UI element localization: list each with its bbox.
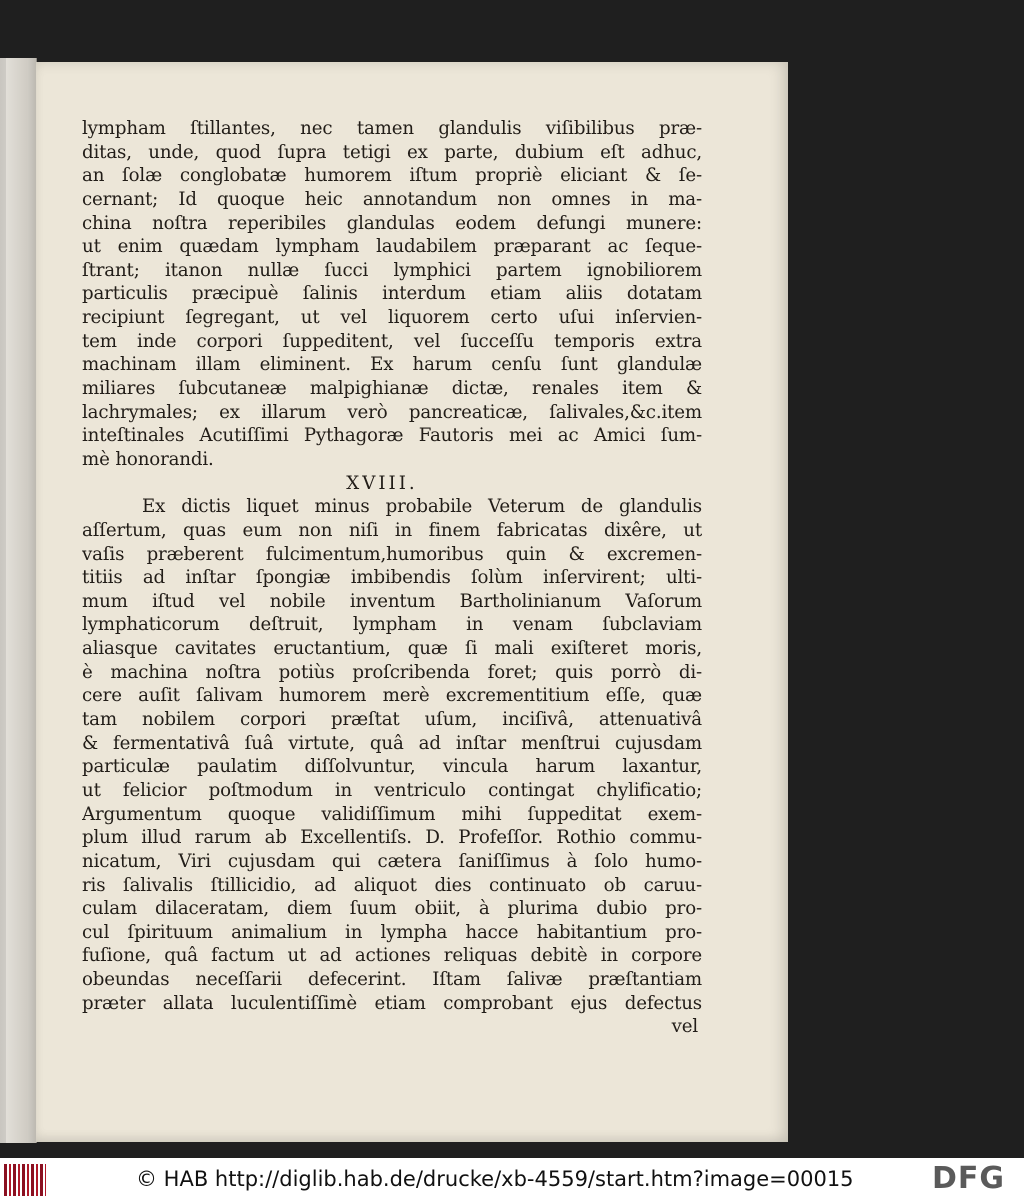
text-line: Ex dictis liquet minus probabile Veterum de glandulis [142,496,702,518]
text-line: culam dilaceratam, diem ſuum obiit, à plurima dubio pro- [82,898,702,920]
text-line: lympham ſtillantes, nec tamen glandulis viſibilibus præ- [82,118,702,139]
text-line: mè honorandi. [82,448,214,470]
text-line: titiis ad inſtar ſpongiæ imbibendis ſolùm inſervirent; ulti- [82,567,702,589]
dfg-logo: DFG [932,1161,1006,1196]
footer-bar [0,1158,1024,1200]
text-line: Argumentum quoque validiſſimum mihi ſuppeditat exem- [82,803,702,825]
text-line: plum illud rarum ab Excellentiſs. D. Profeſſor. Rothio commu- [82,827,702,849]
text-line: ditas, unde, quod ſupra tetigi ex parte, dubium eſt adhuc, [82,141,702,163]
text-line: cernant; Id quoque heic annotandum non omnes in ma- [82,188,702,210]
source-credit[interactable]: © HAB http://diglib.hab.de/drucke/xb-4559/start.htm?image=00015 [136,1167,854,1191]
text-line: ſtrant; itanon nullæ ſucci lymphici partem ignobiliorem [82,259,702,281]
text-line: china noſtra reperibiles glandulas eodem defungi munere: [82,212,702,234]
text-line: ut felicior poſtmodum in ventriculo contingat chylificatio; [82,779,702,801]
text-line: cere auſit ſalivam humorem merè excrementitium eſſe, quæ [82,685,702,707]
text-line: tam nobilem corpori præſtat uſum, inciſivâ, attenuativâ [82,709,702,731]
text-line: ut enim quædam lympham laudabilem præparant ac ſeque- [82,236,702,258]
text-line: aſſertum, quas eum non niſi in finem fabricatas dixêre, ut [82,519,702,541]
catchword: vel [671,1016,698,1038]
text-line: machinam illam eliminent. Ex harum cenſu ſunt glandulæ [82,354,702,376]
text-line: cul ſpirituum animalium in lympha hacce habitantium pro- [82,921,702,943]
text-line: obeundas neceſſarii defecerint. Iſtam ſalivæ præſtantiam [82,969,702,991]
adjacent-page-edge [0,58,37,1143]
text-line: ris ſalivalis ſtillicidio, ad aliquot dies continuato ob caruu- [82,874,702,896]
text-line: mum iſtud vel nobile inventum Bartholinianum Vaſorum [82,590,702,612]
text-line: an ſolæ conglobatæ humorem iſtum propriè eliciant & ſe- [82,165,702,187]
text-line: recipiunt ſegregant, ut vel liquorem certo uſui inſervien- [82,307,702,329]
page-text [82,117,702,1039]
text-line: particulæ paulatim diſſolvuntur, vincula harum laxantur, [82,756,702,778]
text-line: lachrymales; ex illarum verò pancreaticæ, ſalivales,&c.item [82,401,702,423]
text-line: tem inde corpori ſuppeditent, vel ſucceſſu temporis extra [82,330,702,352]
text-line: præter allata luculentiſſimè etiam comprobant ejus defectus [82,992,702,1014]
scanned-page [36,62,788,1142]
text-line: vaſis præberent fulcimentum,humoribus quin & excremen- [82,543,702,565]
section-heading: XVIII. [346,472,418,494]
text-line: lymphaticorum deſtruit, lympham in venam ſubclaviam [82,614,702,636]
text-line: inteſtinales Acutiſſimi Pythagoræ Fautoris mei ac Amici ſum- [82,425,702,447]
text-line: miliares ſubcutaneæ malpighianæ dictæ, renales item & [82,378,702,400]
hab-barcode-logo-icon [4,1164,46,1196]
text-line: particulis præcipuè ſalinis interdum etiam aliis dotatam [82,283,702,305]
text-line: è machina noſtra potiùs proſcribenda foret; quis porrò di- [82,661,702,683]
text-line: aliasque cavitates eructantium, quæ ſi mali exiſteret moris, [82,638,702,660]
text-line: fuſione, quâ factum ut ad actiones reliquas debitè in corpore [82,945,702,967]
text-line: nicatum, Viri cujusdam qui cætera ſaniſſimus à ſolo humo- [82,850,702,872]
text-line: & fermentativâ ſuâ virtute, quâ ad inſtar menſtrui cujusdam [82,732,702,754]
